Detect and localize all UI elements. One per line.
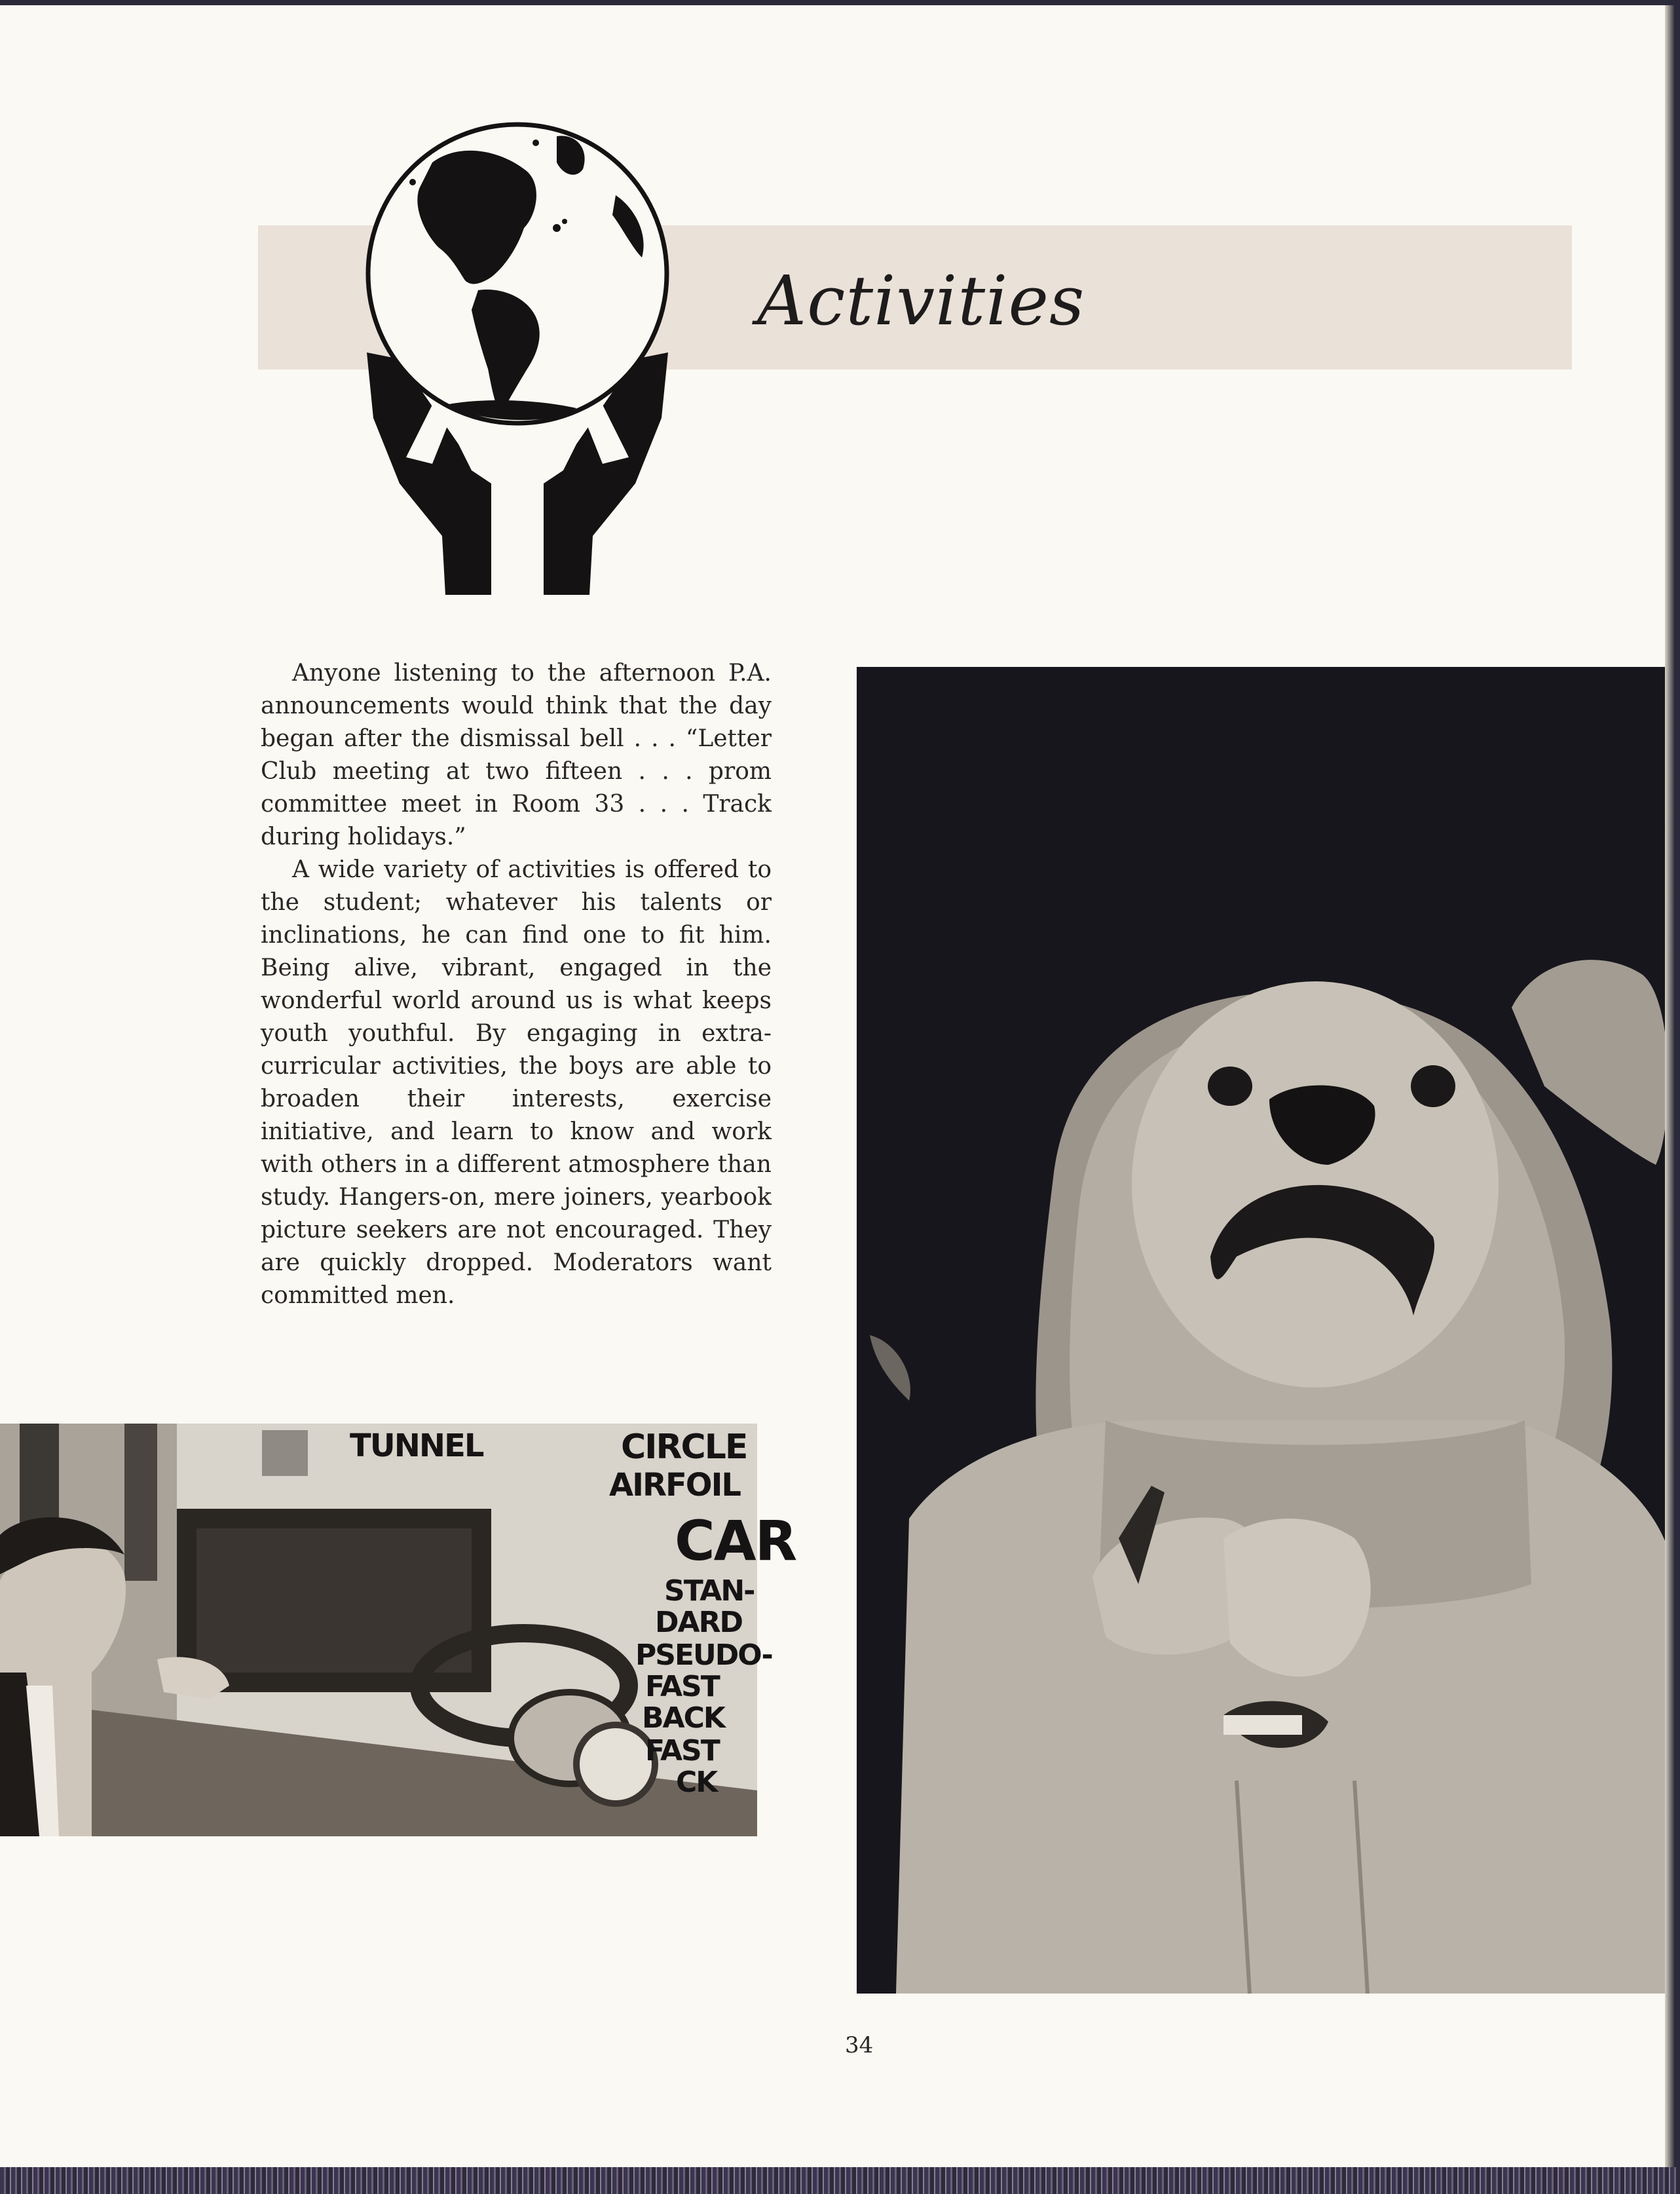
lion-mascot-photo	[857, 667, 1674, 1994]
sign-text: AIRFOIL	[609, 1467, 741, 1504]
article-text	[261, 657, 772, 1312]
sign-text: CIRCLE	[621, 1428, 747, 1467]
page-edge	[1665, 5, 1674, 2172]
sign-text: FAST	[645, 1734, 719, 1768]
lion-mascot-scene	[857, 667, 1674, 1994]
sign-text: CK	[676, 1766, 717, 1799]
sign-text: BACK	[642, 1701, 724, 1735]
sign-text: DARD	[655, 1606, 742, 1639]
scan-edge	[0, 2167, 1680, 2194]
paragraph: A wide variety of activities is offered to the student; whatever his talents or inclinations, he can find one to fit him. Being alive, vibrant, engaged in the wonderful world around us is what keeps youth youthful. By engaging in extra-curricular activities, the boys are able to broaden their interests, exercise initiative, and learn to know and work with others in a different atmosphere than study. Hangers-on, mere joiners, yearbook picture seekers are not encouraged. They are quickly dropped. Moderators want committed men.	[261, 856, 772, 1309]
section-title: Activities	[757, 261, 1085, 341]
paragraph: Anyone listening to the afternoon P.A. announcements would think that the day began after the dismissal bell . . . “Letter Club meeting at two fifteen . . . prom committee meet in Room 33 . . . Track during holidays.”	[261, 660, 772, 850]
sign-text: CAR	[675, 1509, 796, 1573]
page-number: 34	[845, 2032, 874, 2058]
sign-text: TUNNEL	[350, 1428, 483, 1464]
sign-text: FAST	[645, 1670, 719, 1703]
sign-text: PSEUDO-	[635, 1638, 772, 1672]
globe-in-hands-icon	[360, 117, 675, 595]
yearbook-page	[0, 5, 1674, 2167]
wind-tunnel-photo	[0, 1424, 796, 1836]
sign-text: STAN-	[664, 1574, 755, 1608]
